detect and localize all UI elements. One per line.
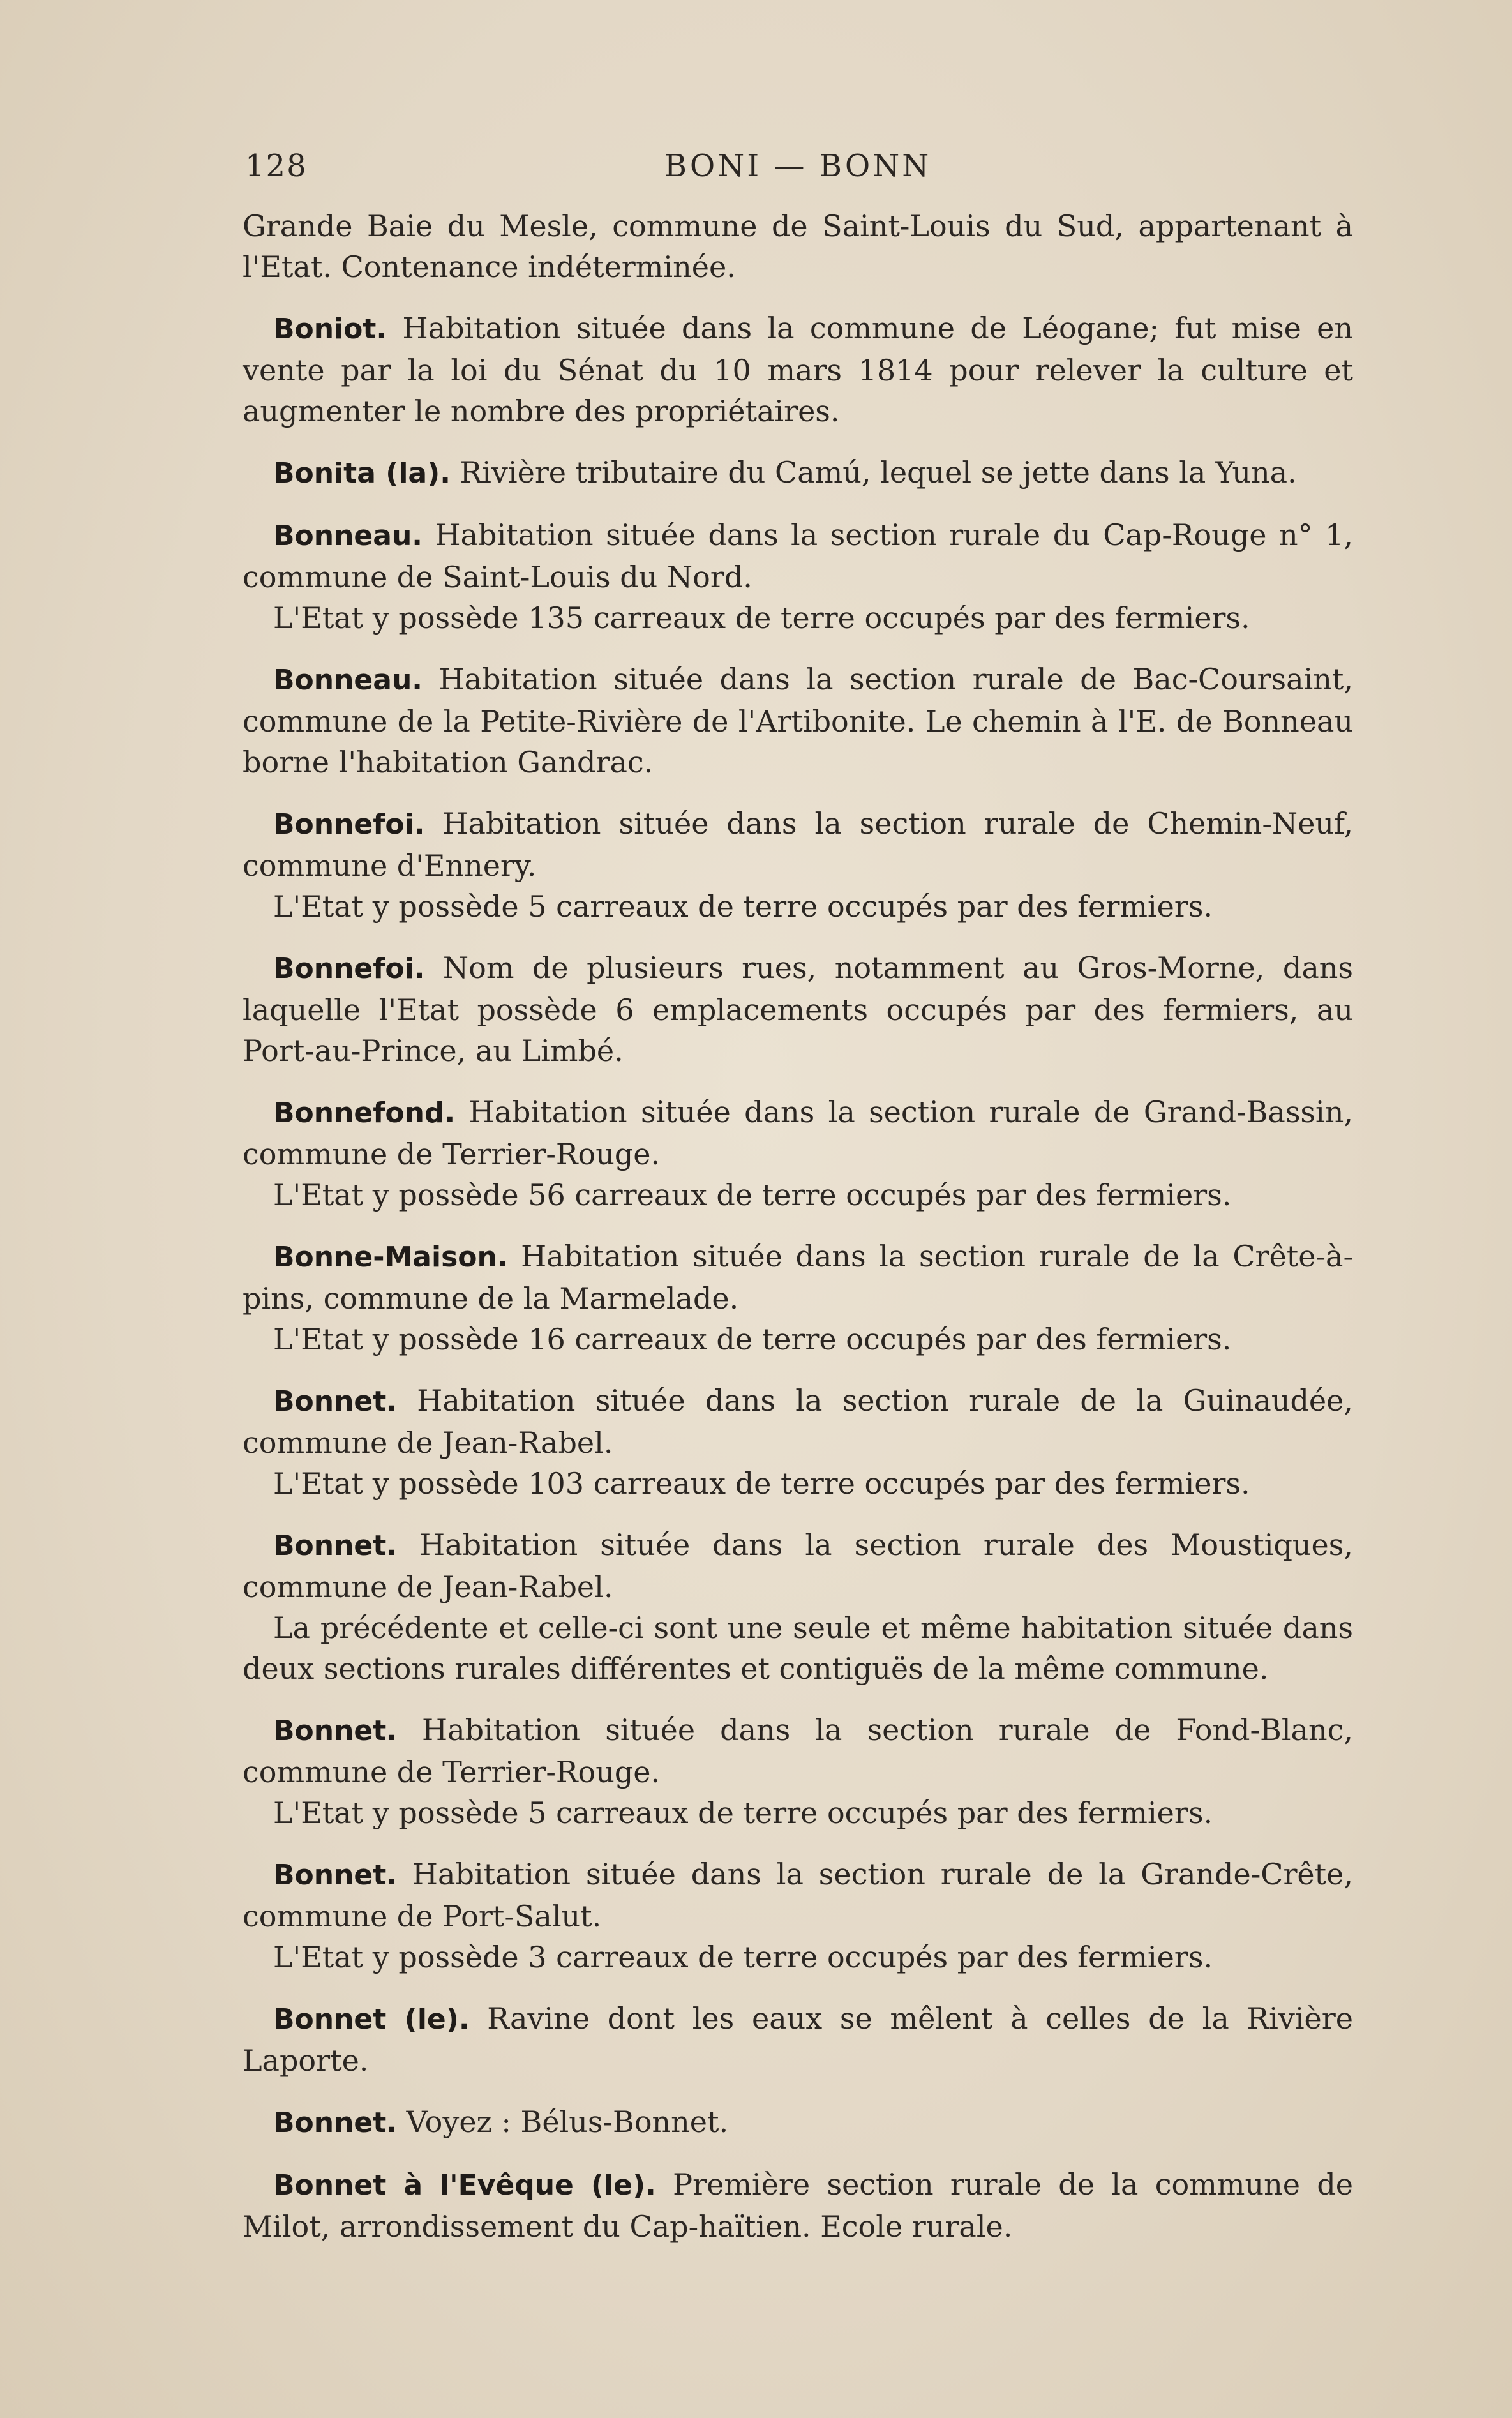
entry-bonita [243,452,1353,494]
entry-text: Habitation située dans la commune de Léogane; fut mise en vente par la loi du Sénat du 10 mars 1814 pour relever la culture et augmenter le nombre des propriétaires. [243,311,1353,428]
entry-note: La précédente et celle-ci sont une seule et même habitation située dans deux sections rurales différentes et contiguës de la même commune. [243,1611,1353,1686]
entry-note: L'Etat y possède 16 carreaux de terre occupés par des fermiers. [273,1322,1232,1356]
entry-text: Habitation située dans la section rurale de Chemin-Neuf, commune d'Ennery. [243,806,1353,883]
entry-text: Nom de plusieurs rues, notamment au Gros-Morne, dans laquelle l'Etat possède 6 emplacements occupés par des fermiers, au Port-au-Prince, au Limbé. [243,950,1353,1068]
entry-bonnet-voyez [243,2101,1353,2144]
entry-continuation [243,206,1353,287]
entry-note: L'Etat y possède 5 carreaux de terre occupés par des fermiers. [273,889,1213,924]
entry-text: Ravine dont les eaux se mêlent à celles de la Rivière Laporte. [243,2001,1353,2078]
entry-bonnet-3 [243,1709,1353,1833]
headword: Bonnet (le). [273,2003,470,2036]
headword: Bonnefoi. [273,808,425,841]
running-head: BONI — BONN [664,148,932,184]
entry-text: Première section rurale de la commune de Milot, arrondissement du Cap-haïtien. Ecole rurale. [243,2167,1353,2244]
headword: Bonneau. [273,520,423,552]
page-header [243,148,1353,186]
entry-note: L'Etat y possède 5 carreaux de terre occupés par des fermiers. [273,1796,1213,1830]
entry-text: Grande Baie du Mesle, commune de Saint-Louis du Sud, appartenant à l'Etat. Contenance indéterminée. [243,209,1353,284]
entry-bonnet-a-l-eveque [243,2164,1353,2247]
entry-bonne-maison [243,1236,1353,1360]
headword: Bonnefond. [273,1097,456,1129]
entry-text: Habitation située dans la section rurale des Moustiques, commune de Jean-Rabel. [243,1528,1353,1604]
headword: Bonneau. [273,664,423,696]
entry-bonnet-2 [243,1524,1353,1689]
headword: Boniot. [273,313,387,345]
entry-text: Habitation située dans la section rurale de la Guinaudée, commune de Jean-Rabel. [243,1383,1353,1460]
headword: Bonnet. [273,1385,398,1418]
entry-bonneau-2 [243,659,1353,783]
headword: Bonnet. [273,1529,398,1562]
headword: Bonnet à l'Evêque (le). [273,2169,656,2202]
entry-text: Habitation située dans la section rurale de Fond-Blanc, commune de Terrier-Rouge. [243,1713,1353,1789]
entry-bonnet-4 [243,1854,1353,1978]
entry-note: L'Etat y possède 135 carreaux de terre occupés par des fermiers. [273,601,1250,635]
entry-note: L'Etat y possède 103 carreaux de terre occupés par des fermiers. [273,1466,1250,1501]
entry-boniot [243,308,1353,432]
entry-bonnefoi-1 [243,803,1353,927]
entry-bonnefond [243,1092,1353,1215]
headword: Bonne-Maison. [273,1241,508,1273]
entry-bonnet-1 [243,1380,1353,1504]
entry-text: Habitation située dans la section rurale de la Grande-Crête, commune de Port-Salut. [243,1857,1353,1934]
headword: Bonnet. [273,1859,398,1891]
entry-bonnefoi-2 [243,947,1353,1071]
entry-note: L'Etat y possède 56 carreaux de terre occupés par des fermiers. [273,1178,1232,1212]
entry-text: Habitation située dans la section rurale de Grand-Bassin, commune de Terrier-Rouge. [243,1095,1353,1171]
entry-text: Habitation située dans la section rurale de Bac-Coursaint, commune de la Petite-Rivière de l'Artibonite. Le chemin à l'E. de Bonneau borne l'habitation Gandrac. [243,662,1353,779]
page-number: 128 [245,148,308,184]
entry-note: L'Etat y possède 3 carreaux de terre occupés par des fermiers. [273,1940,1213,1974]
entry-text: Rivière tributaire du Camú, lequel se jette dans la Yuna. [450,455,1297,490]
headword: Bonnet. [273,2106,398,2139]
headword: Bonnefoi. [273,952,425,985]
entry-text: Voyez : Bélus-Bonnet. [397,2105,729,2139]
headword: Bonita (la). [273,457,451,490]
entry-bonneau-1 [243,514,1353,638]
headword: Bonnet. [273,1715,398,1747]
entry-text: Habitation située dans la section rurale de la Crête-à-pins, commune de la Marmelade. [243,1239,1353,1316]
dictionary-entries [243,206,1353,2267]
entry-text: Habitation située dans la section rurale du Cap-Rouge n° 1, commune de Saint-Louis du Nord. [243,518,1353,594]
entry-bonnet-le [243,1998,1353,2081]
